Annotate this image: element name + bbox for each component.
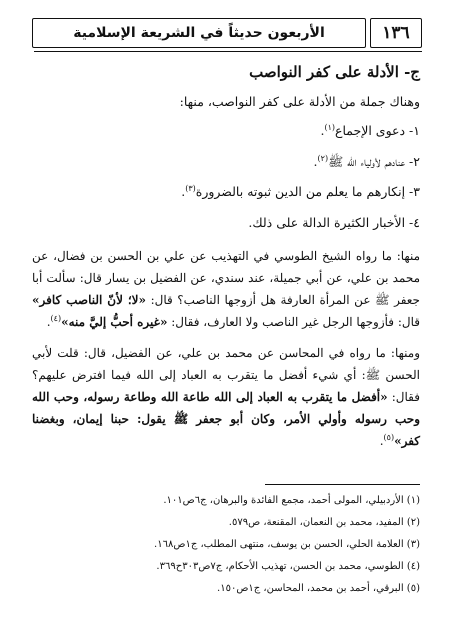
list-item-text: ٣- إنكارهم ما يعلم من الدين ثبوته بالضرورة <box>195 184 420 200</box>
list-item-text: ٢- عنادهم لأولياء الله ﷺ <box>328 153 420 169</box>
paragraph-text: منها: ما رواه الشيخ الطوسي في التهذيب عن علي بن الحسن بن فضال، عن محمد بن علي، عن أبي جميلة، عند سندي، عن الفضيل بن يسار قال: سألت أبا جعفر ﷺ عن المرأة العارفة هل أزوجها الناصب؟ قال: <box>32 248 420 308</box>
list-item <box>32 214 420 233</box>
page-number: ١٣٦ <box>370 18 422 48</box>
quote-text: «لا؛ لأنّ الناصب كافر» <box>32 293 147 308</box>
list-item <box>32 122 420 141</box>
list-item-tail: . <box>313 153 318 169</box>
header-rule <box>34 51 422 52</box>
footnote: (٤) الطوسي، محمد بن الحسن، تهذيب الأحكام، ج٧ص٣٠٣ح٣٦٩. <box>156 561 420 572</box>
paragraph-text: ومنها: ما رواه في المحاسن عن محمد بن علي، عن الفضيل، قال: قلت لأبي الحسن ﷺ: أي شيء أفضل ما يتقرب به العباد إلى الله فيما افترض عليهم؟ فقال: <box>32 345 420 404</box>
section-heading: ج- الأدلة على كفر النواصب <box>249 63 420 81</box>
list-item-text: ٤- الأخبار الكثيرة الدالة على ذلك. <box>248 215 420 230</box>
footnote-ref[interactable]: (١) <box>324 122 336 132</box>
list-item-tail: . <box>320 122 325 138</box>
footnote-separator <box>265 484 420 485</box>
footnote-ref[interactable]: (٤) <box>50 314 62 324</box>
paragraph-text: قال: فأزوجها الرجل غير الناصب ولا العارف، فقال: <box>167 315 420 330</box>
list-item <box>32 183 420 202</box>
running-title: الأربعون حديثاً في الشريعة الإسلامية <box>32 18 366 48</box>
page-header <box>34 18 422 48</box>
main-text <box>32 62 420 460</box>
footnote: (١) الأردبيلي، المولى أحمد، مجمع الفائدة والبرهان، ج٦ص١٠١. <box>163 495 420 506</box>
footnotes <box>32 494 420 604</box>
intro-text: وهناك جملة من الأدلة على كفر النواصب، منها: <box>179 94 420 109</box>
footnote: (٥) البرقي، أحمد بن محمد، المحاسن، ج١ص١٥٠. <box>217 583 420 594</box>
footnote-ref[interactable]: (٢) <box>317 153 329 163</box>
quote-text: «أفضل ما يتقرب به العباد إلى الله طاعة الله وطاعة رسوله، وحب الله وحب رسوله وأولي الأمر، وكان أبو جعفر ﷺ يقول: حبنا إيمان، وبغضنا كفر» <box>32 389 420 449</box>
footnote: (٢) المفيد، محمد بن النعمان، المقنعة، ص٥٧٩. <box>228 517 420 528</box>
list-item-tail: . <box>181 184 186 200</box>
list-item <box>32 153 420 172</box>
paragraph-tail: . <box>379 434 384 449</box>
footnote-ref[interactable]: (٥) <box>383 433 395 443</box>
paragraph-tail: . <box>46 315 51 330</box>
footnote-ref[interactable]: (٣) <box>185 184 196 194</box>
paragraph-hadith-1 <box>32 245 420 334</box>
quote-text: «غيره أحبُّ إليَّ منه» <box>61 315 168 330</box>
paragraph-hadith-2 <box>32 342 420 453</box>
list-item-text: ١- دعوى الإجماع <box>335 122 420 138</box>
footnote: (٣) العلامة الحلي، الحسن بن يوسف، منتهى المطلب، ج١ص١٦٨. <box>154 539 420 550</box>
